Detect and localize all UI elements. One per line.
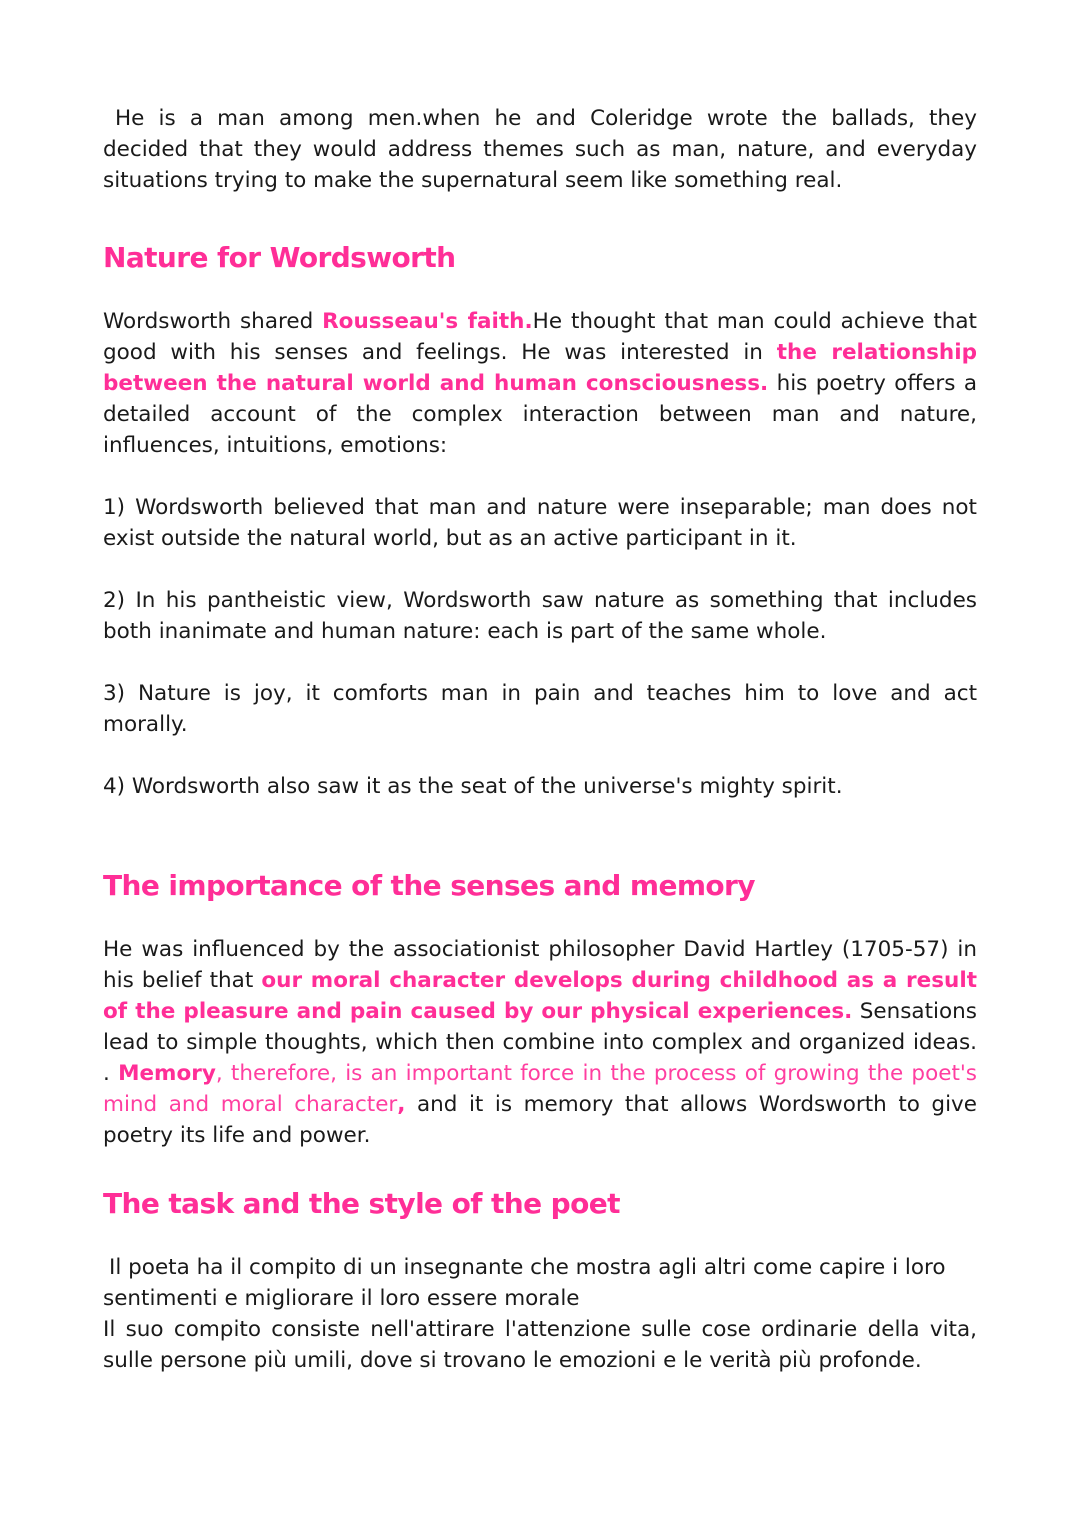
rousseau-highlight: Rousseau's faith. bbox=[322, 309, 533, 334]
task-line-2: Il suo compito consiste nell'attirare l'attenzione sulle cose ordinarie della vita, sulle persone più umili, dove si trovano le emozioni e le verità più profonde. bbox=[103, 1317, 977, 1373]
nature-text-c: his poetry offers a detailed account of the complex interaction between man and nature, influences, intuitions, emotions: bbox=[103, 371, 977, 458]
senses-text-e: and it is memory that allows Wordsworth to give poetry its life and power. bbox=[103, 1092, 978, 1148]
senses-comma: , bbox=[397, 1092, 406, 1117]
memory-force-highlight: is an important force in the process of growing the poet's mind and moral character bbox=[103, 1061, 977, 1117]
task-paragraph bbox=[103, 1252, 977, 1314]
nature-list-item-2: 2) In his pantheistic view, Wordsworth saw nature as something that includes both inanimate and human nature: each is part of the same whole. bbox=[103, 588, 977, 644]
moral-character-highlight: our moral character develops during childhood as a result of the pleasure and pain caused by our physical experiences. bbox=[103, 968, 977, 1024]
nature-text-a: Wordsworth shared bbox=[103, 309, 323, 334]
nature-list-item-3: 3) Nature is joy, it comforts man in pain and teaches him to love and act morally. bbox=[103, 681, 977, 737]
task-heading: The task and the style of the poet bbox=[103, 1187, 620, 1220]
nature-list-item-4: 4) Wordsworth also saw it as the seat of the universe's mighty spirit. bbox=[103, 774, 843, 799]
intro-paragraph bbox=[103, 103, 977, 196]
nature-list-item-1: 1) Wordsworth believed that man and nature were inseparable; man does not exist outside the natural world, but as an active participant in it. bbox=[103, 495, 977, 551]
nature-paragraph bbox=[103, 306, 977, 461]
task-line-1: Il poeta ha il compito di un insegnante che mostra agli altri come capire i loro sentimenti e migliorare il loro essere morale bbox=[103, 1255, 946, 1311]
task-paragraph-2 bbox=[103, 1314, 977, 1376]
senses-heading: The importance of the senses and memory bbox=[103, 869, 755, 902]
senses-text-c: , therefore, bbox=[215, 1061, 346, 1086]
nature-heading: Nature for Wordsworth bbox=[103, 241, 456, 274]
intro-text: He is a man among men.when he and Coleridge wrote the ballads, they decided that they would address themes such as man, nature, and everyday situations trying to make the supernatural seem like something real. bbox=[103, 106, 977, 193]
senses-paragraph bbox=[103, 934, 977, 1151]
senses-text-b: Sensations lead to simple thoughts, which then combine into complex and organized ideas. . bbox=[103, 999, 977, 1086]
senses-text-a: He was influenced by the associationist philosopher David Hartley (1705-57) in his belief that bbox=[103, 937, 977, 993]
relationship-highlight: the relationship between the natural world and human consciousness. bbox=[103, 340, 977, 396]
nature-text-b: He thought that man could achieve that good with his senses and feelings. He was interested in bbox=[103, 309, 977, 365]
memory-highlight: Memory bbox=[118, 1061, 216, 1086]
